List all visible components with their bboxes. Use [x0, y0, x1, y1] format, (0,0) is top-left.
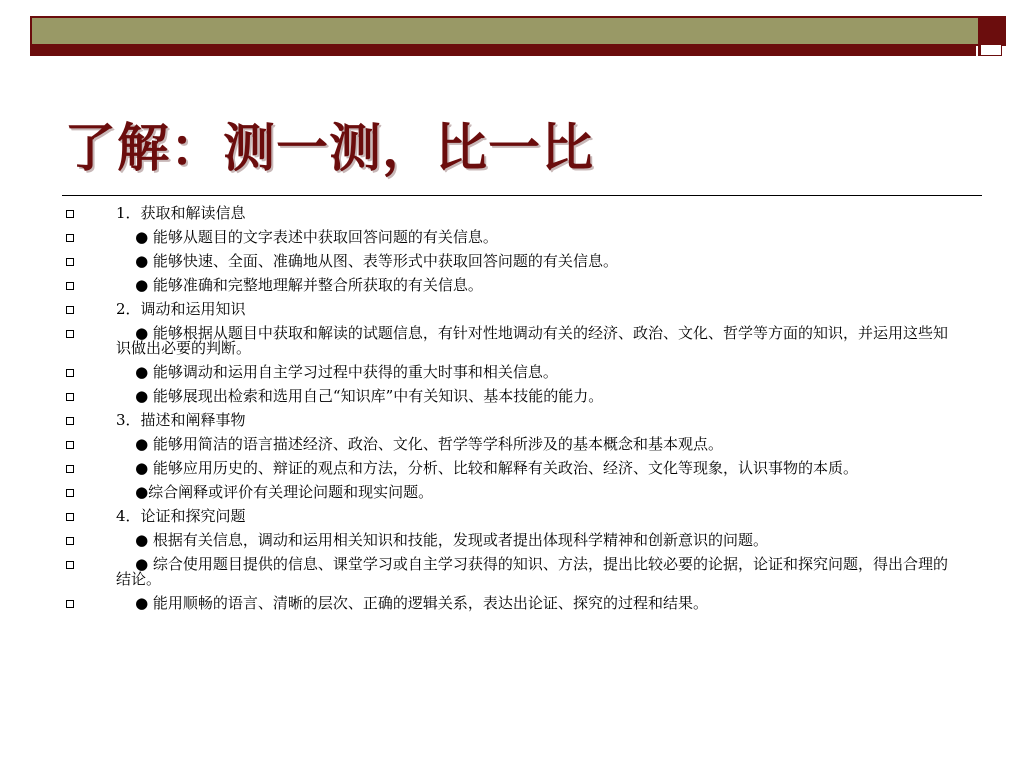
list-item-text: ● 能够应用历史的、辩证的观点和方法，分析、比较和解释有关政治、经济、文化等现象，认识事物的本质。	[116, 459, 858, 477]
list-item	[62, 278, 962, 293]
title-divider	[62, 195, 982, 196]
hollow-square-bullet-icon	[66, 282, 74, 290]
list-item	[62, 533, 962, 548]
list-item-text: ● 能够调动和运用自主学习过程中获得的重大时事和相关信息。	[116, 363, 558, 381]
hollow-square-bullet-icon	[66, 417, 74, 425]
hollow-square-bullet-icon	[66, 393, 74, 401]
list-item	[62, 485, 962, 500]
hollow-square-bullet-icon	[66, 465, 74, 473]
hollow-square-bullet-icon	[66, 513, 74, 521]
list-item-text: ● 根据有关信息，调动和运用相关知识和技能，发现或者提出体现科学精神和创新意识的问题。	[116, 531, 768, 549]
slide-title: 了解：测一测，比一比	[64, 118, 595, 179]
hollow-square-bullet-icon	[66, 330, 74, 338]
hollow-square-bullet-icon	[66, 258, 74, 266]
hollow-square-bullet-icon	[66, 234, 74, 242]
list-item-text: 3．描述和阐释事物	[116, 411, 246, 429]
list-item-text: ● 能够快速、全面、准确地从图、表等形式中获取回答问题的有关信息。	[116, 252, 618, 270]
hollow-square-bullet-icon	[66, 489, 74, 497]
hollow-square-bullet-icon	[66, 306, 74, 314]
list-item-text: 2．调动和运用知识	[116, 300, 246, 318]
list-item-text: 4．论证和探究问题	[116, 507, 246, 525]
hollow-square-bullet-icon	[66, 561, 74, 569]
list-item	[62, 413, 962, 428]
list-item-text: ● 能用顺畅的语言、清晰的层次、正确的逻辑关系，表达出论证、探究的过程和结果。	[116, 594, 708, 612]
hollow-square-bullet-icon	[66, 369, 74, 377]
list-item	[62, 389, 962, 404]
list-item	[62, 365, 962, 380]
list-item	[62, 302, 962, 317]
hollow-square-bullet-icon	[66, 210, 74, 218]
header-corner-light	[980, 44, 1002, 56]
header-bar	[30, 16, 980, 46]
list-item	[62, 596, 962, 611]
hollow-square-bullet-icon	[66, 600, 74, 608]
list-item-text: ● 能够用简洁的语言描述经济、政治、文化、哲学等学科所涉及的基本概念和基本观点。	[116, 435, 723, 453]
list-item	[62, 206, 962, 221]
list-item-text: ●综合阐释或评价有关理论问题和现实问题。	[116, 483, 434, 501]
list-item	[62, 230, 962, 245]
header-strip	[30, 44, 976, 56]
list-item-text: ● 能够从题目的文字表述中获取回答问题的有关信息。	[116, 228, 498, 246]
list-item	[62, 461, 962, 476]
list-item-text: ● 能够展现出检索和选用自己“知识库”中有关知识、基本技能的能力。	[116, 387, 604, 405]
list-item	[62, 509, 962, 524]
hollow-square-bullet-icon	[66, 537, 74, 545]
list-item-text: 1．获取和解读信息	[116, 204, 246, 222]
list-item	[62, 254, 962, 269]
list-item-text: ● 综合使用题目提供的信息、课堂学习或自主学习获得的知识、方法，提出比较必要的论据，论证和探究问题，得出合理的结论。	[116, 555, 948, 588]
list-item	[62, 557, 962, 587]
list-item-text: ● 能够准确和完整地理解并整合所获取的有关信息。	[116, 276, 483, 294]
bullet-list	[62, 206, 962, 620]
list-item	[62, 326, 962, 356]
list-item	[62, 437, 962, 452]
hollow-square-bullet-icon	[66, 441, 74, 449]
header-corner-square	[978, 16, 1006, 46]
list-item-text: ● 能够根据从题目中获取和解读的试题信息，有针对性地调动有关的经济、政治、文化、哲学等方面的知识，并运用这些知识做出必要的判断。	[116, 324, 948, 357]
